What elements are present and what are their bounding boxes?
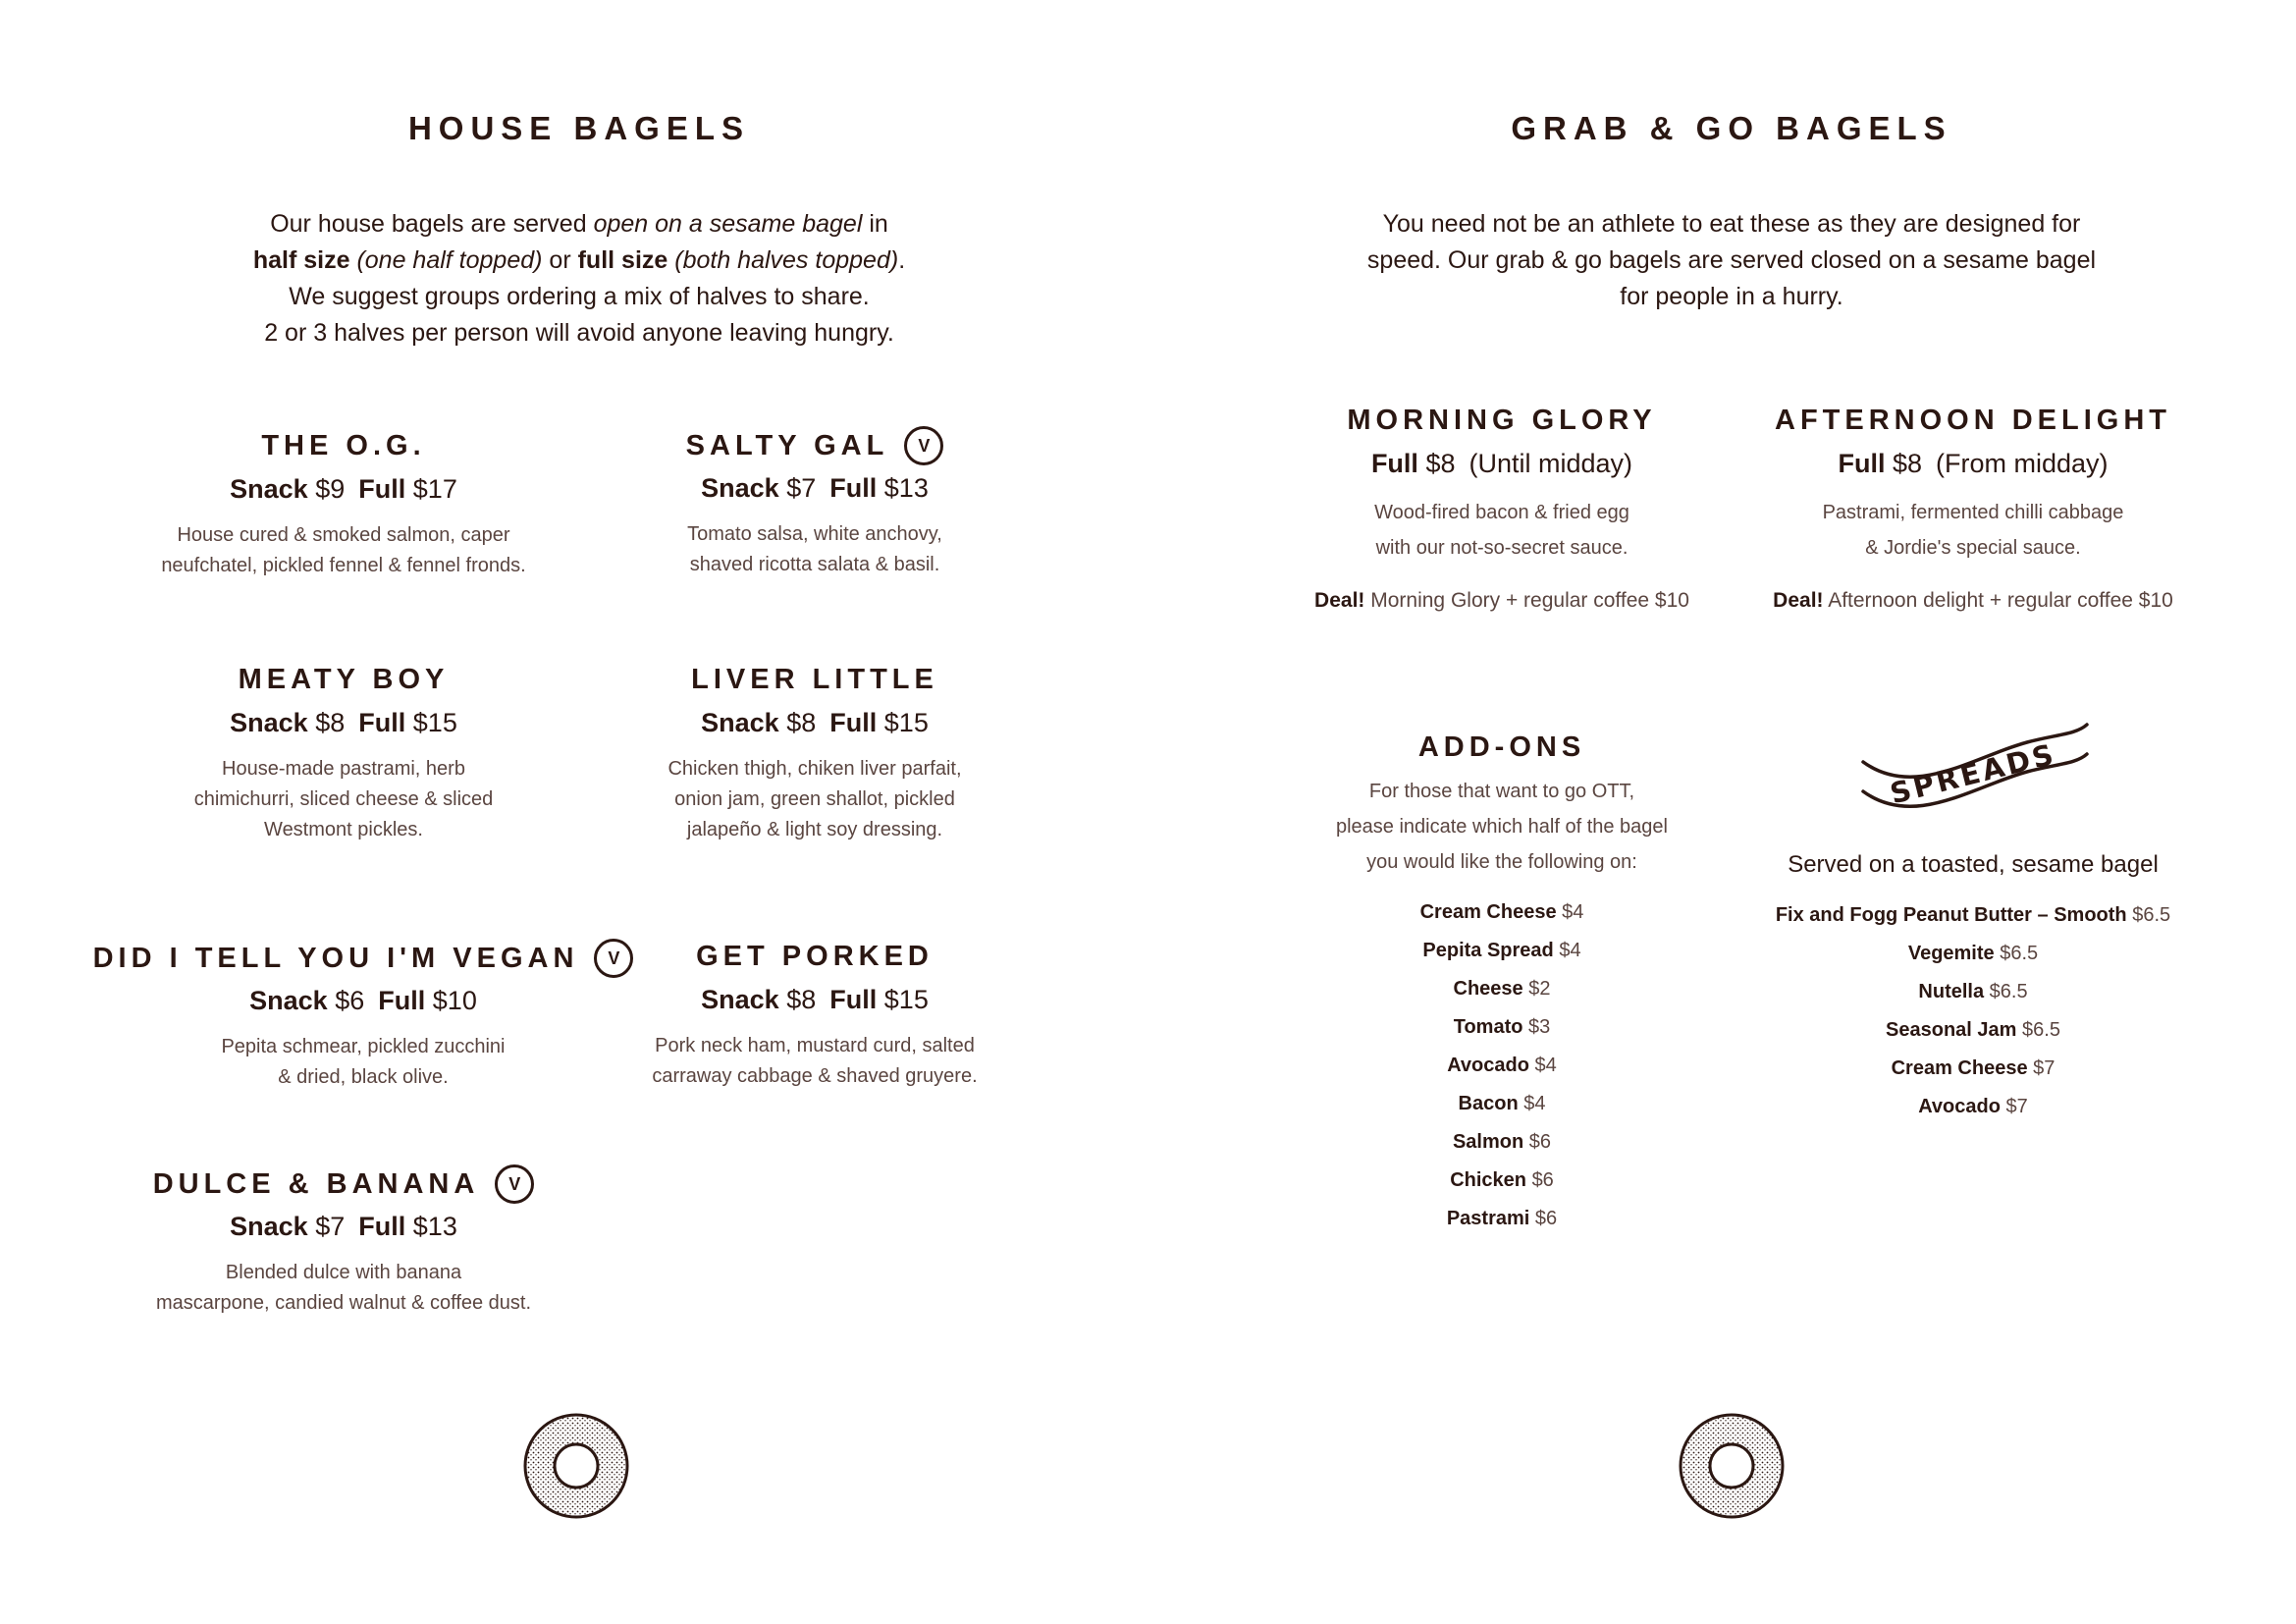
list-item: Cheese $2	[1453, 978, 1551, 1000]
item-name: DULCE & BANANA V	[153, 1164, 535, 1204]
item-name: LIVER LITTLE	[691, 664, 938, 695]
menu-item	[1708, 405, 2238, 613]
item-price: Full $8 (From midday)	[1838, 449, 2109, 478]
list-item: Salmon $6	[1452, 1131, 1552, 1153]
menu-item	[98, 664, 589, 845]
bagel-icon	[1678, 1412, 1786, 1520]
addons-list	[1276, 893, 1728, 1238]
item-price: Snack $8 Full $15	[701, 708, 929, 737]
spreads-section	[1708, 846, 2238, 1126]
menu-item	[569, 941, 1060, 1092]
spreads-subtitle: Served on a toasted, sesame bagel	[1788, 851, 2159, 878]
list-item: Nutella $6.5	[1918, 981, 2028, 1002]
item-description: Pepita schmear, pickled zucchini & dried, black olive.	[221, 1036, 506, 1088]
item-description: Blended dulce with banana mascarpone, candied walnut & coffee dust.	[155, 1262, 532, 1314]
item-description: Chicken thigh, chiken liver parfait, onion jam, green shallot, pickled jalapeño & light soy dressing.	[667, 758, 962, 840]
list-item: Avocado $4	[1447, 1055, 1557, 1076]
item-name: SALTY GAL V	[686, 426, 944, 465]
house-bagels-title: HOUSE BAGELS	[407, 110, 751, 146]
list-item: Pepita Spread $4	[1422, 940, 1581, 961]
deal-text: Deal! Morning Glory + regular coffee $10	[1314, 589, 1689, 612]
item-name: MORNING GLORY	[1347, 405, 1657, 436]
item-name: GET PORKED	[696, 941, 934, 972]
item-description: House-made pastrami, herb chimichurri, sliced cheese & sliced Westmont pickles.	[193, 758, 494, 840]
list-item: Cream Cheese $4	[1419, 901, 1584, 923]
item-description: House cured & smoked salmon, caper neufchatel, pickled fennel & fennel fronds.	[161, 524, 526, 576]
addons-description: For those that want to go OTT, please indicate which half of the bagel you would like the following on:	[1335, 781, 1668, 873]
list-item: Vegemite $6.5	[1907, 943, 2039, 964]
item-price: Snack $9 Full $17	[230, 474, 457, 504]
list-item: Avocado $7	[1918, 1096, 2028, 1117]
vegan-icon: V	[904, 426, 943, 465]
menu-item	[98, 430, 589, 581]
item-description: Pastrami, fermented chilli cabbage & Jordie's special sauce.	[1822, 502, 2124, 559]
item-name: MEATY BOY	[238, 664, 450, 695]
addons-section	[1276, 731, 1728, 1238]
spreads-banner	[1855, 713, 2091, 831]
menu-item	[569, 426, 1060, 580]
menu-item	[79, 939, 648, 1093]
item-name: AFTERNOON DELIGHT	[1775, 405, 2171, 436]
item-price: Snack $7 Full $13	[701, 473, 929, 503]
grab-go-intro: You need not be an athlete to eat these as they are designed for speed. Our grab & go bagels are served closed on a sesame bagel for people in a hurry.	[1366, 210, 2097, 310]
item-description: Wood-fired bacon & fried egg with our not-so-secret sauce.	[1374, 502, 1629, 559]
vegan-icon: V	[594, 939, 633, 978]
list-item: Cream Cheese $7	[1891, 1057, 2056, 1079]
item-price: Snack $8 Full $15	[701, 985, 929, 1014]
menu-item	[98, 1164, 589, 1319]
item-name: THE O.G.	[261, 430, 426, 461]
item-price: Snack $6 Full $10	[249, 986, 477, 1015]
spreads-list	[1708, 896, 2238, 1126]
item-price: Snack $7 Full $13	[230, 1212, 457, 1241]
spreads-title: SPREADS	[1887, 736, 2059, 811]
list-item: Fix and Fogg Peanut Butter – Smooth $6.5	[1775, 904, 2171, 926]
list-item: Seasonal Jam $6.5	[1886, 1019, 2060, 1041]
deal-text: Deal! Afternoon delight + regular coffee $10	[1773, 589, 2173, 612]
item-description: Pork neck ham, mustard curd, salted carraway cabbage & shaved gruyere.	[652, 1035, 978, 1087]
item-price: Snack $8 Full $15	[230, 708, 457, 737]
item-description: Tomato salsa, white anchovy, shaved ricotta salata & basil.	[687, 523, 942, 575]
addons-title: ADD-ONS	[1417, 731, 1586, 763]
menu-item	[569, 664, 1060, 845]
bagel-icon	[522, 1412, 630, 1520]
menu-item	[1247, 405, 1757, 613]
list-item: Pastrami $6	[1446, 1208, 1558, 1229]
list-item: Tomato $3	[1453, 1016, 1551, 1038]
item-name: DID I TELL YOU I'M VEGAN V	[93, 939, 634, 978]
item-price: Full $8 (Until midday)	[1370, 449, 1633, 478]
list-item: Chicken $6	[1450, 1169, 1554, 1191]
vegan-icon: V	[495, 1164, 534, 1204]
house-bagels-intro: Our house bagels are served open on a sesame bagel in half size (one half topped) or full size (both halves topped). We suggest groups ordering a mix of halves to share. 2 or 3 halves per person will avoid anyone leaving hungry.	[252, 210, 906, 347]
list-item: Bacon $4	[1458, 1093, 1546, 1114]
grab-go-title: GRAB & GO BAGELS	[1511, 110, 1952, 146]
